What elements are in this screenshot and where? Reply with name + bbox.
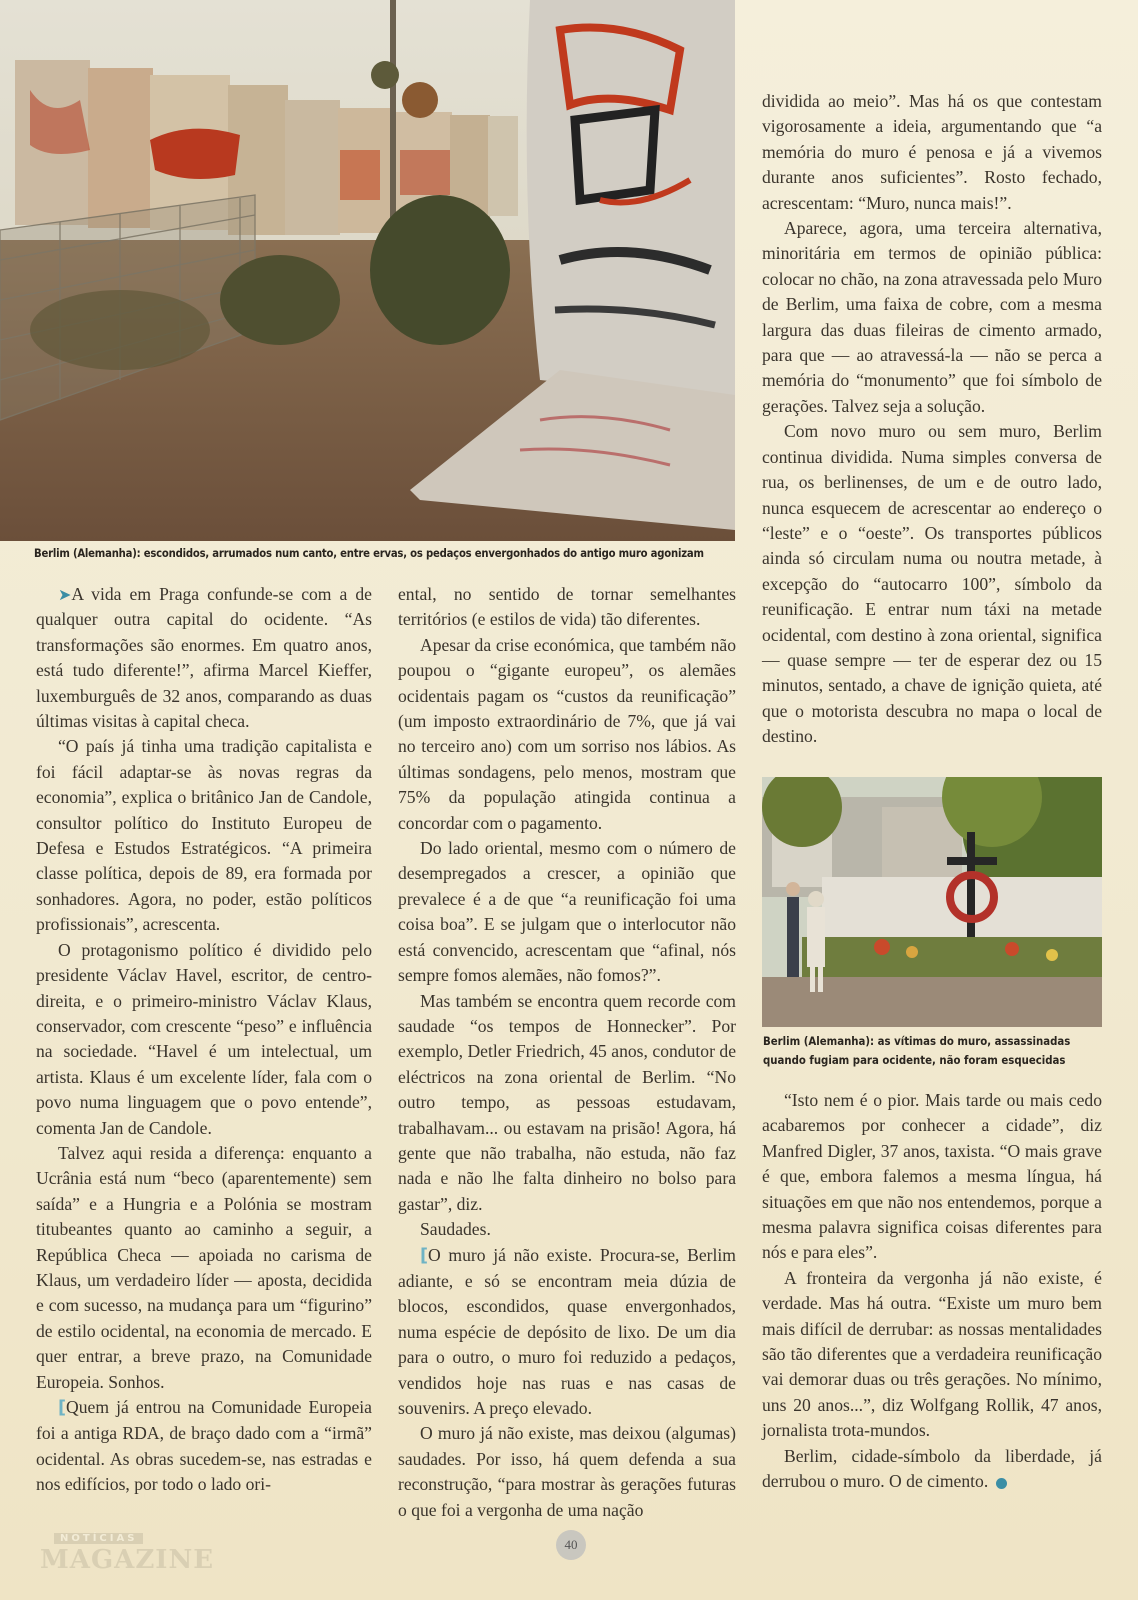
paragraph: [Quem já entrou na Comunidade Europeia foi a antiga RDA, de braço dado com a “irmã” ocidental. As obras sucedem-se, nas estradas e nos edifícios, por todo o lado ori- bbox=[36, 1397, 372, 1495]
paragraph: Talvez aqui resida a diferença: enquanto a Ucrânia está num “beco (aparentemente) sem saída” e a Hungria e a Polónia se mostram titubeantes quanto ao caminho a seguir, a República Checa — apoiada no carisma de Klaus, um verdadeiro líder — aposta, decidida e com sucesso, na mudança para um “figurino” de estilo ocidental, na economia de mercado. E quer entrar, a breve prazo, na Comunidade Europeia. Sonhos. bbox=[36, 1142, 372, 1392]
article-column-3-top bbox=[762, 89, 1102, 750]
paragraph: Mas também se encontra quem recorde com saudade “os tempos de Honnecker”. Por exemplo, Detler Friedrich, 45 anos, condutor de eléctricos na zona oriental de Berlim. “No outro tempo, as pessoas estudavam, trabalhavam... ou estavam na prisão! Agora, há gente que não trabalha, não estuda, não faz nada e não lhe falta dinheiro no bolso para gastar”, diz. bbox=[398, 990, 736, 1214]
article-column-3-bottom bbox=[762, 1088, 1102, 1495]
paragraph: O muro já não existe, mas deixou (algumas) saudades. Por isso, há quem defenda a sua reconstrução, “para mostrar às gerações futuras o que foi a vergonha de uma nação bbox=[398, 1423, 736, 1520]
paragraph: Saudades. bbox=[420, 1219, 491, 1240]
paragraph: “O país já tinha uma tradição capitalista e foi fácil adaptar-se às novas regras da economia”, explica o britânico Jan de Candole, consultor político do Instituto Europeu de Defesa e Estudos Estratégicos. “A primeira classe política, depois de 89, era formada por sonhadores. Agora, no poder, estão políticos profissionais”, acrescenta. bbox=[36, 736, 372, 935]
paragraph: A fronteira da vergonha já não existe, é verdade. Mas há outra. “Existe um muro bem mais difícil de derrubar: as nossas mentalidades são tão diferentes que a verdadeira reunificação vai demorar duas ou três gerações. No mínimo, uns 20 anos...”, diz Wolfgang Rollik, 47 anos, jornalista trota-mundos. bbox=[762, 1267, 1102, 1441]
paragraph: dividida ao meio”. Mas há os que contestam vigorosamente a ideia, argumentando que “a memória do muro é penosa e já a vivemos durante anos suficientes”. Rosto fechado, acrescentam: “Muro, nunca mais!”. bbox=[762, 91, 1102, 213]
paragraph: Aparece, agora, uma terceira alternativa, minoritária em termos de opinião pública: colocar no chão, na zona atravessada pelo Muro de Berlim, uma faixa de cobre, com a mesma largura das duas fileiras de cimento armado, para que — ao atravessá-la — não se perca a memória do “monumento” que foi símbolo de gerações. Talvez seja a solução. bbox=[762, 218, 1102, 416]
article-column-1 bbox=[36, 582, 372, 1498]
paragraph: ental, no sentido de tornar semelhantes territórios (e estilos de vida) tão diferentes. bbox=[398, 584, 736, 630]
magazine-logo: NOTÍCIAS MAGAZINE bbox=[40, 1533, 215, 1575]
arrow-icon: ➤ bbox=[58, 585, 72, 604]
bracket-icon: [ bbox=[420, 1245, 429, 1266]
paragraph: “Isto nem é o pior. Mais tarde ou mais cedo acabaremos por conhecer a cidade”, diz Manfred Digler, 37 anos, taxista. “O mais grave é que, embora falemos a mesma língua, há situações em que não nos entendemos, porque a mesma palavra significa coisas diferentes para nós e para eles”. bbox=[762, 1090, 1102, 1263]
berlin-wall-photo bbox=[0, 0, 735, 541]
paragraph: [O muro já não existe. Procura-se, Berlim adiante, e só se encontram meia dúzia de blocos, escondidos, quase envergonhados, numa espécie de depósito de lixo. De um dia para o outro, o muro foi reduzido a pedaços, vendidos hoje nas ruas e nas casas de souvenirs. A preço elevado. bbox=[398, 1244, 736, 1418]
end-mark-icon bbox=[996, 1478, 1007, 1489]
paragraph: ➤A vida em Praga confunde-se com a de qualquer outra capital do ocidente. “As transformações são enormes. Em quatro anos, está tudo diferente!”, afirma Marcel Kieffer, luxemburguês de 32 anos, comparando as duas últimas visitas à capital checa. bbox=[36, 584, 372, 732]
memorial-photo-caption: Berlim (Alemanha): as vítimas do muro, assassinadas quando fugiam para ocidente, não foram esquecidas bbox=[763, 1035, 1071, 1067]
page-number: 40 bbox=[556, 1530, 586, 1560]
paragraph: O protagonismo político é dividido pelo presidente Václav Havel, escritor, de centro-direita, e o primeiro-ministro Václav Klaus, conservador, com crescente “peso” e influência na sociedade. “Havel é um intelectual, um artista. Klaus é um excelente líder, fala com o povo numa linguagem que o povo entende”, comenta Jan de Candole. bbox=[36, 939, 372, 1138]
memorial-photo bbox=[762, 777, 1102, 1027]
article-column-2 bbox=[398, 582, 736, 1523]
paragraph: Berlim, cidade-símbolo da liberdade, já derrubou o muro. O de cimento. bbox=[762, 1445, 1102, 1492]
paragraph: Do lado oriental, mesmo com o número de desempregados a crescer, a opinião que prevalece é a de que “a reunificação foi uma coisa boa”. E se julgam que o interlocutor não está convencido, acrescentam que “afinal, nós sempre fomos alemães, não fomos?”. bbox=[398, 838, 736, 986]
paragraph: Apesar da crise económica, que também não poupou o “gigante europeu”, os alemães ocidentais pagam os “custos da reunificação” (um imposto extraordinário de 7%, que já vai no terceiro ano) com um sorriso nos lábios. As últimas sondagens, pelo menos, mostram que 75% da população atingida continua a concordar com o pagamento. bbox=[398, 634, 736, 833]
bracket-icon: [ bbox=[58, 1398, 67, 1418]
top-photo-caption: Berlim (Alemanha): escondidos, arrumados num canto, entre ervas, os pedaços envergonhados do antigo muro agonizam bbox=[34, 547, 704, 560]
paragraph: Com novo muro ou sem muro, Berlim continua dividida. Numa simples conversa de rua, os berlinenses, de um e de outro lado, nunca esquecem de acrescentar ao endereço o “leste” e o “oeste”. Os transportes públicos ainda só circulam numa ou noutra metade, à excepção do “autocarro 100”, símbolo da reunificação. E entrar num táxi na metade ocidental, com destino à zona oriental, significa — quase sempre — ter de esperar dez ou 15 minutos, sentado, a chave de ignição quieta, até que o motorista descubra no mapa o local de destino. bbox=[762, 421, 1102, 747]
